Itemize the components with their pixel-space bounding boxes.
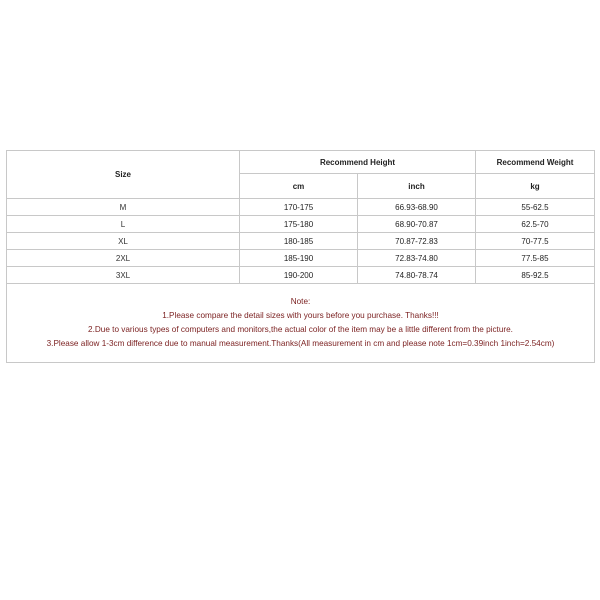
size-table xyxy=(6,150,595,363)
table-row xyxy=(7,267,595,284)
height-header: Recommend Height xyxy=(240,151,476,174)
note-line-3: 3.Please allow 1-3cm difference due to manual measurement.Thanks(All measurement in cm and please note 1cm=0.39inch 1inch=2.54cm) xyxy=(46,339,555,348)
height-cm-cell: 170-175 xyxy=(240,199,358,216)
size-cell: XL xyxy=(7,233,240,250)
size-cell: M xyxy=(7,199,240,216)
note-line-1: 1.Please compare the detail sizes with yours before you purchase. Thanks!!! xyxy=(162,311,439,320)
note-cell xyxy=(7,284,595,363)
note-row xyxy=(7,284,595,363)
weight-header: Recommend Weight xyxy=(476,151,595,174)
size-cell: 3XL xyxy=(7,267,240,284)
inch-unit-header: inch xyxy=(358,174,476,199)
height-inch-cell: 72.83-74.80 xyxy=(358,250,476,267)
height-cm-cell: 180-185 xyxy=(240,233,358,250)
weight-kg-cell: 62.5-70 xyxy=(476,216,595,233)
size-chart xyxy=(6,150,594,363)
kg-unit-header: kg xyxy=(476,174,595,199)
height-cm-cell: 185-190 xyxy=(240,250,358,267)
size-cell: L xyxy=(7,216,240,233)
table-row xyxy=(7,216,595,233)
height-inch-cell: 70.87-72.83 xyxy=(358,233,476,250)
size-header: Size xyxy=(7,151,240,199)
size-cell: 2XL xyxy=(7,250,240,267)
table-row xyxy=(7,233,595,250)
weight-kg-cell: 77.5-85 xyxy=(476,250,595,267)
table-row xyxy=(7,199,595,216)
height-inch-cell: 66.93-68.90 xyxy=(358,199,476,216)
note-title: Note: xyxy=(290,297,311,306)
weight-kg-cell: 85-92.5 xyxy=(476,267,595,284)
height-cm-cell: 175-180 xyxy=(240,216,358,233)
weight-kg-cell: 55-62.5 xyxy=(476,199,595,216)
height-cm-cell: 190-200 xyxy=(240,267,358,284)
cm-unit-header: cm xyxy=(240,174,358,199)
height-inch-cell: 74.80-78.74 xyxy=(358,267,476,284)
note-line-2: 2.Due to various types of computers and monitors,the actual color of the item may be a little different from the picture. xyxy=(88,325,513,334)
header-row-main xyxy=(7,151,595,174)
table-row xyxy=(7,250,595,267)
weight-kg-cell: 70-77.5 xyxy=(476,233,595,250)
height-inch-cell: 68.90-70.87 xyxy=(358,216,476,233)
